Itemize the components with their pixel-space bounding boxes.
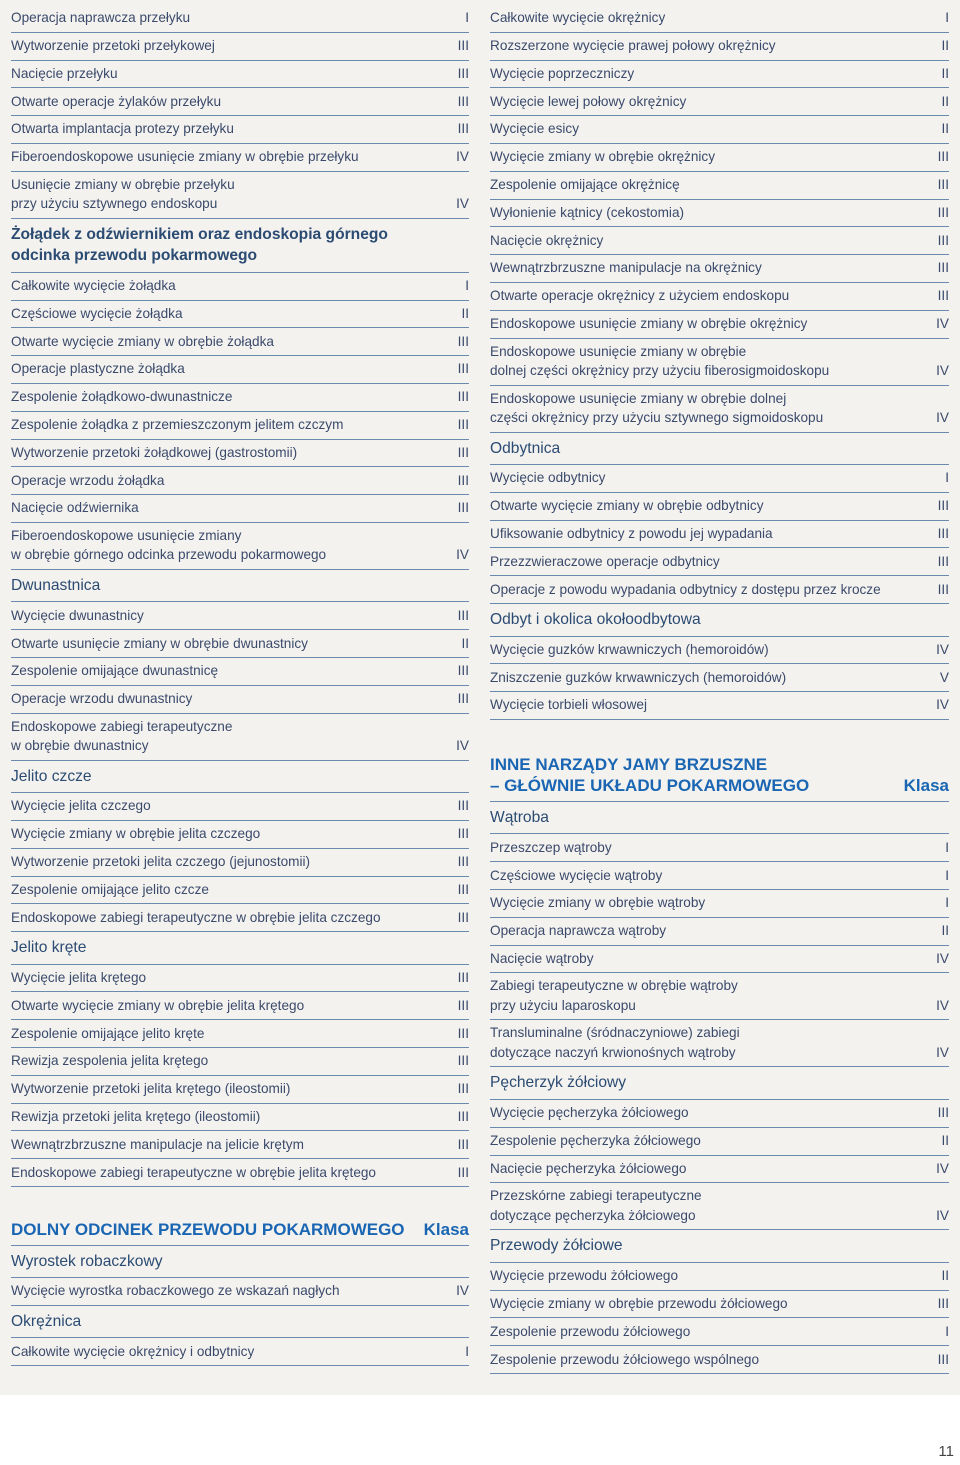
procedure-name: Otwarte usunięcie zmiany w obrębie dwunastnicy <box>11 635 308 651</box>
procedure-class: IV <box>936 316 949 332</box>
procedure-row <box>490 172 949 200</box>
procedure-row <box>490 973 949 1020</box>
procedure-class: III <box>937 581 949 597</box>
procedure-row <box>490 339 949 386</box>
procedure-class: III <box>457 38 469 54</box>
procedure-name: Zespolenie przewodu żółciowego wspólnego <box>490 1351 760 1367</box>
procedure-class: III <box>457 881 469 897</box>
procedure-row <box>490 521 949 549</box>
procedure-name: Fiberoendoskopowe usunięcie zmiany w obrębie przełyku <box>11 149 359 165</box>
procedure-row <box>11 495 469 523</box>
procedure-row <box>490 637 949 665</box>
procedure-row <box>490 1128 949 1156</box>
procedure-name: Wycięcie przewodu żółciowego <box>490 1268 679 1284</box>
procedure-class: II <box>941 1133 949 1149</box>
procedure-class: III <box>457 1025 469 1041</box>
procedure-class: II <box>941 1268 949 1284</box>
procedure-class: III <box>457 444 469 460</box>
procedure-class: IV <box>936 1044 949 1060</box>
procedure-row <box>11 686 469 714</box>
procedure-row <box>11 821 469 849</box>
procedure-row <box>490 1291 949 1319</box>
procedure-name: Nacięcie odźwiernika <box>11 500 139 516</box>
procedure-class: IV <box>456 149 469 165</box>
procedure-name: Zespolenie omijające jelito kręte <box>11 1025 205 1041</box>
procedure-row <box>11 412 469 440</box>
procedure-name: Operacje wrzodu dwunastnicy <box>11 691 193 707</box>
procedure-name: Wewnątrzbrzuszne manipulacje na okrężnicy <box>490 260 762 276</box>
subsection-bile-ducts: Przewody żółciowe <box>490 1230 949 1263</box>
procedure-name: Wycięcie jelita czczego <box>11 798 151 814</box>
procedure-class: III <box>457 969 469 985</box>
procedure-name: Zespolenie żołądka z przemieszczonym jelitem czczym <box>11 417 344 433</box>
procedure-class: I <box>465 1343 469 1359</box>
procedure-class: I <box>945 10 949 26</box>
procedure-row <box>490 1156 949 1184</box>
procedure-class: III <box>937 288 949 304</box>
procedure-row <box>490 116 949 144</box>
procedure-row <box>490 862 949 890</box>
procedure-row <box>490 1318 949 1346</box>
procedure-class: III <box>937 232 949 248</box>
procedure-row <box>490 493 949 521</box>
procedure-class: IV <box>936 363 949 379</box>
class-header: Klasa <box>423 1220 469 1239</box>
subsection-stomach: Żołądek z odźwiernikiem oraz endoskopia górnego odcinka przewodu pokarmowego <box>11 219 469 273</box>
procedure-name: Otwarta implantacja protezy przełyku <box>11 121 234 137</box>
procedure-row <box>490 144 949 172</box>
procedure-name: Wytworzenie przetoki jelita krętego (ileostomii) <box>11 1081 291 1097</box>
procedure-class: II <box>461 305 469 321</box>
procedure-name: Całkowite wycięcie okrężnicy i odbytnicy <box>11 1343 255 1359</box>
procedure-class: I <box>945 839 949 855</box>
procedure-class: V <box>939 669 949 685</box>
procedure-class: III <box>457 333 469 349</box>
procedure-name: Całkowite wycięcie żołądka <box>11 278 176 294</box>
procedure-row <box>11 356 469 384</box>
procedure-class: III <box>457 997 469 1013</box>
procedure-row <box>11 523 469 570</box>
procedure-class: IV <box>936 1207 949 1223</box>
procedure-row <box>11 301 469 329</box>
procedure-row <box>490 1346 949 1374</box>
procedure-class: IV <box>456 196 469 212</box>
procedure-row <box>490 1183 949 1230</box>
procedure-row <box>11 172 469 219</box>
procedure-row <box>490 5 949 33</box>
subsection-rectum: Odbytnica <box>490 433 949 466</box>
procedure-name: Wytworzenie przetoki żołądkowej (gastrostomii) <box>11 444 298 460</box>
procedure-row <box>11 88 469 116</box>
procedure-class: I <box>945 470 949 486</box>
procedure-row <box>11 1278 469 1306</box>
procedure-name: Wewnątrzbrzuszne manipulacje na jelicie krętym <box>11 1136 304 1152</box>
procedure-name: Nacięcie przełyku <box>11 65 118 81</box>
procedure-class: I <box>945 867 949 883</box>
procedure-class: II <box>941 121 949 137</box>
procedure-name: Wycięcie odbytnicy <box>490 470 606 486</box>
procedure-class: III <box>937 525 949 541</box>
procedure-name: Zespolenie omijające jelito czcze <box>11 881 209 897</box>
subsection-liver: Wątroba <box>490 802 949 835</box>
procedure-class: III <box>937 1295 949 1311</box>
procedure-name: Nacięcie wątroby <box>490 950 594 966</box>
procedure-row <box>11 1338 469 1366</box>
procedure-name: Przeszczep wątroby <box>490 839 612 855</box>
procedure-row <box>11 658 469 686</box>
procedure-class: II <box>941 65 949 81</box>
procedure-name: Częściowe wycięcie żołądka <box>11 305 183 321</box>
procedure-row <box>11 849 469 877</box>
procedure-name: Nacięcie pęcherzyka żółciowego <box>490 1160 687 1176</box>
procedure-class: III <box>937 149 949 165</box>
procedure-class: III <box>457 798 469 814</box>
procedure-name: Wycięcie dwunastnicy <box>11 607 144 623</box>
procedure-name: Przezzwieraczowe operacje odbytnicy <box>490 553 720 569</box>
left-column <box>11 5 469 1366</box>
procedure-class: IV <box>936 641 949 657</box>
procedure-name: Rewizja zespolenia jelita krętego <box>11 1053 209 1069</box>
procedure-name: Fiberoendoskopowe usunięcie zmiany w obrębie górnego odcinka przewodu pokarmowego <box>11 527 327 563</box>
procedure-name: Wycięcie zmiany w obrębie jelita czczego <box>11 826 261 842</box>
procedure-row <box>11 273 469 301</box>
procedure-row <box>11 992 469 1020</box>
page-number: 11 <box>938 1443 954 1460</box>
procedure-name: Zabiegi terapeutyczne w obrębie wątroby przy użyciu laparoskopu <box>490 978 738 1013</box>
procedure-name: Endoskopowe zabiegi terapeutyczne w obrębie dwunastnicy <box>11 718 233 754</box>
subsection-duodenum: Dwunastnica <box>11 570 469 603</box>
procedure-row <box>11 1048 469 1076</box>
procedure-name: Ufiksowanie odbytnicy z powodu jej wypadania <box>490 525 773 541</box>
procedure-row <box>490 692 949 720</box>
procedure-row <box>490 1100 949 1128</box>
procedure-name: Otwarte operacje żylaków przełyku <box>11 93 222 109</box>
procedure-name: Wycięcie pęcherzyka żółciowego <box>490 1105 689 1121</box>
subsection-ileum: Jelito kręte <box>11 932 469 965</box>
procedure-name: Zniszczenie guzków krwawniczych (hemoroidów) <box>490 669 787 685</box>
procedure-class: III <box>937 498 949 514</box>
procedure-class: III <box>457 389 469 405</box>
procedure-name: Wyłonienie kątnicy (cekostomia) <box>490 204 685 220</box>
procedure-row <box>490 834 949 862</box>
procedure-name: Wycięcie wyrostka robaczkowego ze wskazań nagłych <box>11 1283 340 1299</box>
procedure-class: IV <box>936 950 949 966</box>
procedure-class: III <box>457 854 469 870</box>
procedure-name: Zespolenie żołądkowo-dwunastnicze <box>11 389 233 405</box>
procedure-name: Wytworzenie przetoki jelita czczego (jejunostomii) <box>11 854 311 870</box>
procedure-name: Wycięcie jelita krętego <box>11 969 147 985</box>
procedure-row <box>11 1104 469 1132</box>
procedure-name: Rozszerzone wycięcie prawej połowy okrężnicy <box>490 38 776 54</box>
procedure-row <box>11 328 469 356</box>
procedure-class: II <box>941 38 949 54</box>
subsection-colon: Okrężnica <box>11 1306 469 1339</box>
procedure-name: Zespolenie omijające okrężnicę <box>490 177 680 193</box>
procedure-name: Całkowite wycięcie okrężnicy <box>490 10 666 26</box>
procedure-row <box>11 1159 469 1187</box>
procedure-name: Wycięcie poprzeczniczy <box>490 65 635 81</box>
procedure-row <box>490 61 949 89</box>
procedure-row <box>490 200 949 228</box>
procedure-class: III <box>457 417 469 433</box>
procedure-row <box>11 714 469 761</box>
procedure-name: Wycięcie zmiany w obrębie przewodu żółciowego <box>490 1295 788 1311</box>
procedure-name: Endoskopowe zabiegi terapeutyczne w obrębie jelita czczego <box>11 909 381 925</box>
procedure-class: III <box>457 909 469 925</box>
procedure-row <box>490 890 949 918</box>
procedure-name: Otwarte wycięcie zmiany w obrębie odbytnicy <box>490 498 764 514</box>
procedure-class: II <box>941 93 949 109</box>
procedure-row <box>11 965 469 993</box>
section-title: INNE NARZĄDY JAMY BRZUSZNE – GŁÓWNIE UKŁADU POKARMOWEGO <box>490 754 810 796</box>
procedure-class: III <box>937 204 949 220</box>
procedure-class: III <box>457 361 469 377</box>
procedure-row <box>490 465 949 493</box>
procedure-class: I <box>945 895 949 911</box>
procedure-name: Wycięcie guzków krwawniczych (hemoroidów) <box>490 641 769 657</box>
procedure-class: III <box>457 500 469 516</box>
section-other-organs <box>490 754 949 802</box>
right-column <box>490 5 949 1374</box>
procedure-row <box>490 283 949 311</box>
procedure-row <box>11 793 469 821</box>
procedure-name: Zespolenie omijające dwunastnicę <box>11 663 219 679</box>
procedure-class: IV <box>936 697 949 713</box>
procedure-name: Zespolenie pęcherzyka żółciowego <box>490 1133 701 1149</box>
procedure-class: II <box>941 923 949 939</box>
procedure-class: III <box>457 691 469 707</box>
subsection-jejunum: Jelito czcze <box>11 761 469 794</box>
procedure-row <box>490 946 949 974</box>
procedure-row <box>490 33 949 61</box>
procedure-class: IV <box>936 997 949 1013</box>
procedure-name: Wycięcie esicy <box>490 121 580 137</box>
procedure-class: III <box>457 607 469 623</box>
procedure-class: III <box>937 553 949 569</box>
procedure-name: Wycięcie lewej połowy okrężnicy <box>490 93 687 109</box>
subsection-anus: Odbyt i okolica okołoodbytowa <box>490 604 949 637</box>
procedure-row <box>11 116 469 144</box>
procedure-row <box>11 602 469 630</box>
procedure-row <box>11 877 469 905</box>
procedure-class: III <box>457 1081 469 1097</box>
procedure-row <box>490 311 949 339</box>
section-title: DOLNY ODCINEK PRZEWODU POKARMOWEGO <box>11 1220 405 1239</box>
procedure-class: III <box>937 177 949 193</box>
procedure-row <box>490 1263 949 1291</box>
procedure-row <box>11 467 469 495</box>
procedure-class: III <box>457 65 469 81</box>
procedure-name: Operacja naprawcza przełyku <box>11 10 191 26</box>
procedure-name: Zespolenie przewodu żółciowego <box>490 1323 691 1339</box>
procedure-name: Rewizja przetoki jelita krętego (ileostomii) <box>11 1108 261 1124</box>
procedure-class: IV <box>456 547 469 563</box>
procedure-row <box>11 384 469 412</box>
procedure-class: III <box>457 93 469 109</box>
procedure-name: Otwarte wycięcie zmiany w obrębie jelita krętego <box>11 997 305 1013</box>
procedure-row <box>490 576 949 604</box>
procedure-name: Wycięcie zmiany w obrębie okrężnicy <box>490 149 716 165</box>
procedure-class: III <box>457 1164 469 1180</box>
procedure-name: Endoskopowe zabiegi terapeutyczne w obrębie jelita krętego <box>11 1164 376 1180</box>
procedure-name: Operacje z powodu wypadania odbytnicy z dostępu przez krocze <box>490 581 881 597</box>
procedure-class: IV <box>936 1160 949 1176</box>
procedure-class: III <box>457 472 469 488</box>
procedure-class: III <box>457 1136 469 1152</box>
procedure-row <box>11 440 469 468</box>
procedure-name: Częściowe wycięcie wątroby <box>490 867 663 883</box>
procedure-name: Transluminalne (śródnaczyniowe) zabiegi dotyczące naczyń krwionośnych wątroby <box>490 1025 740 1060</box>
procedure-class: III <box>457 1108 469 1124</box>
subsection-appendix: Wyrostek robaczkowy <box>11 1246 469 1279</box>
procedure-row <box>11 1131 469 1159</box>
procedure-row <box>11 1020 469 1048</box>
procedure-class: I <box>465 10 469 26</box>
procedure-name: Operacje wrzodu żołądka <box>11 472 165 488</box>
procedure-name: Operacja naprawcza wątroby <box>490 923 667 939</box>
procedure-row <box>490 386 949 433</box>
procedure-name: Wycięcie zmiany w obrębie wątroby <box>490 895 706 911</box>
procedure-row <box>490 255 949 283</box>
procedure-row <box>11 144 469 172</box>
procedure-class: IV <box>456 738 469 754</box>
procedure-class: III <box>937 1351 949 1367</box>
procedure-row <box>490 227 949 255</box>
procedure-class: III <box>457 1053 469 1069</box>
procedure-name: Nacięcie okrężnicy <box>490 232 604 248</box>
procedure-name: Usunięcie zmiany w obrębie przełyku przy użyciu sztywnego endoskopu <box>11 176 235 212</box>
procedure-class: III <box>457 663 469 679</box>
procedure-row <box>11 33 469 61</box>
procedure-name: Endoskopowe usunięcie zmiany w obrębie dolnej części okrężnicy przy użyciu sztywnego sigmoidoskopu <box>490 390 824 426</box>
procedure-class: III <box>937 260 949 276</box>
subsection-gallbladder: Pęcherzyk żółciowy <box>490 1067 949 1100</box>
procedure-row <box>490 1020 949 1067</box>
class-header: Klasa <box>903 776 949 796</box>
procedure-name: Endoskopowe usunięcie zmiany w obrębie dolnej części okrężnicy przy użyciu fiberosigmoidoskopu <box>490 343 830 379</box>
procedure-name: Wytworzenie przetoki przełykowej <box>11 38 215 54</box>
procedure-row <box>11 1076 469 1104</box>
procedure-row <box>490 88 949 116</box>
procedure-class: I <box>465 278 469 294</box>
procedure-class: III <box>457 121 469 137</box>
procedure-row <box>11 5 469 33</box>
procedure-name: Otwarte operacje okrężnicy z użyciem endoskopu <box>490 288 790 304</box>
procedure-row <box>490 548 949 576</box>
procedure-class: III <box>457 826 469 842</box>
procedure-row <box>11 904 469 932</box>
procedure-class: II <box>461 635 469 651</box>
procedure-name: Otwarte wycięcie zmiany w obrębie żołądka <box>11 333 274 349</box>
procedure-row <box>490 918 949 946</box>
procedure-class: IV <box>456 1283 469 1299</box>
procedure-row <box>490 664 949 692</box>
procedure-class: IV <box>936 410 949 426</box>
procedure-name: Endoskopowe usunięcie zmiany w obrębie okrężnicy <box>490 316 808 332</box>
procedure-class: III <box>937 1105 949 1121</box>
procedure-row <box>11 61 469 89</box>
procedure-row <box>11 630 469 658</box>
procedure-name: Wycięcie torbieli włosowej <box>490 697 648 713</box>
section-lower-gi <box>11 1219 469 1246</box>
procedure-class: I <box>945 1323 949 1339</box>
procedure-name: Przezskórne zabiegi terapeutyczne dotyczące pęcherzyka żółciowego <box>490 1188 702 1223</box>
procedure-name: Operacje plastyczne żołądka <box>11 361 185 377</box>
